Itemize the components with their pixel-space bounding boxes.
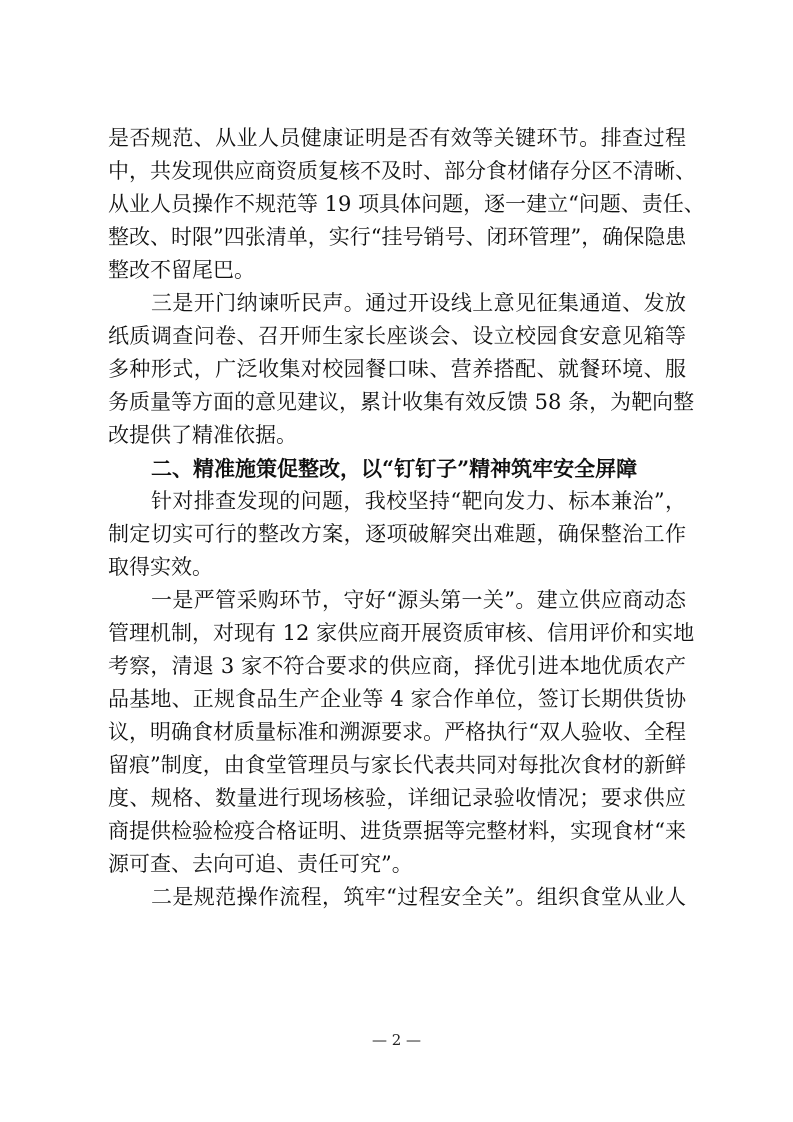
paragraph-procurement [108,584,695,881]
paragraph-operation [108,881,686,914]
text-line: 商提供检验检疫合格证明、进货票据等完整材料，实现食材“来 [108,819,686,843]
text-line: 多种形式，广泛收集对校园餐口味、营养搭配、就餐环境、服 [108,357,686,381]
text-line: 三是开门纳谏听民声。通过开设线上意见征集通道、发放 [151,291,686,315]
text-line: 是否规范、从业人员健康证明是否有效等关键环节。排查过程 [108,126,686,150]
text-line: 议，明确食材质量标准和溯源要求。严格执行“双人验收、全程 [108,720,686,744]
heading-line: 二、精准施策促整改，以“钉钉子”精神筑牢安全屏障 [151,456,638,481]
text-line: 二是规范操作流程，筑牢“过程安全关”。组织食堂从业人 [151,885,686,909]
text-line: 品基地、正规食品生产企业等 4 家合作单位，签订长期供货协 [108,687,686,711]
text-line: 针对排查发现的问题，我校坚持“靶向发力、标本兼治”， [151,489,686,513]
text-line: 度、规格、数量进行现场核验，详细记录验收情况；要求供应 [108,786,686,810]
paragraph-intro [108,485,686,584]
text-line: 留痕”制度，由食堂管理员与家长代表共同对每批次食材的新鲜 [108,753,686,777]
text-line: 从业人员操作不规范等 19 项具体问题，逐一建立“问题、责任、 [108,192,705,216]
text-line: 考察，清退 3 家不符合要求的供应商，择优引进本地优质农产 [108,654,686,678]
text-line: 取得实效。 [108,555,213,579]
text-line: 源可查、去向可追、责任可究”。 [108,852,413,876]
document-body [108,122,705,914]
text-line: 改提供了精准依据。 [108,423,297,447]
text-line: 制定切实可行的整改方案，逐项破解突出难题，确保整治工作 [108,522,686,546]
text-line: 务质量等方面的意见建议，累计收集有效反馈 58 条，为靶向整 [108,390,695,414]
paragraph-1-continuation [108,122,705,287]
section-heading [108,452,686,485]
text-line: 整改不留尾巴。 [108,258,255,282]
text-line: 整改、时限”四张清单，实行“挂号销号、闭环管理”，确保隐患 [108,225,687,249]
text-line: 一是严管采购环节，守好“源头第一关”。建立供应商动态 [151,588,686,612]
text-line: 管理机制，对现有 12 家供应商开展资质审核、信用评价和实地 [108,621,695,645]
text-line: 纸质调查问卷、召开师生家长座谈会、设立校园食安意见箱等 [108,324,686,348]
paragraph-3 [108,287,695,452]
text-line: 中，共发现供应商资质复核不及时、部分食材储存分区不清晰、 [108,159,696,183]
page-number: — 2 — [371,1031,422,1049]
